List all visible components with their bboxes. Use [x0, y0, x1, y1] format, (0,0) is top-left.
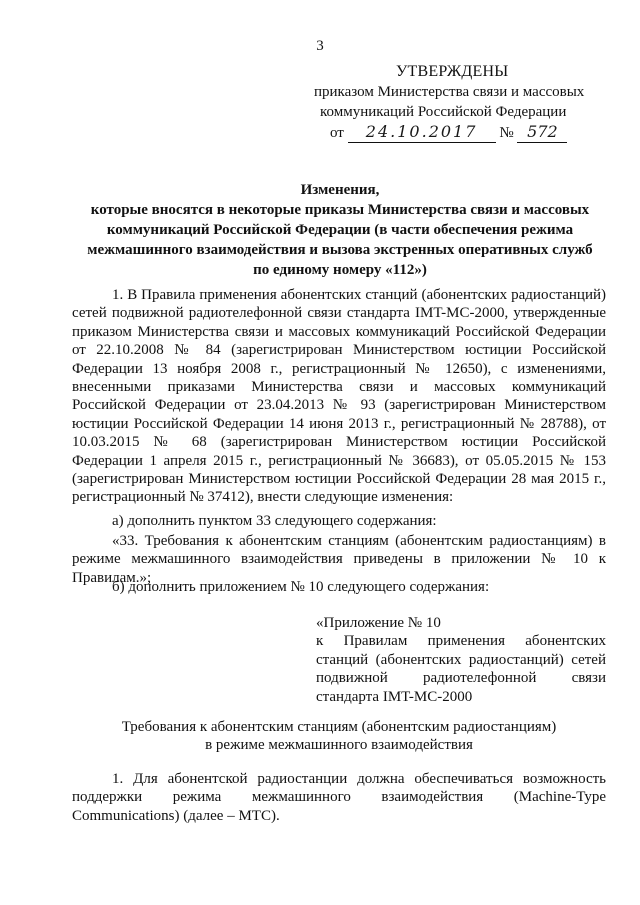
approval-block — [300, 62, 600, 143]
paragraph-1: 1. В Правила применения абонентских станций (абонентских радиостанций) сетей подвижной радиотелефонной связи стандарта IMT-MC-2000, утвержденные приказом Министерства связи и массовых коммуникаций Российской Федерации от 22.10.2008 № 84 (зарегистрирован Министерством юстиции Российской Федерации 13 ноября 2008 г., регистрационный № 12650), с изменениями, внесенными приказами Министерства связи и массовых коммуникаций Российской Федерации от 23.04.2013 № 93 (зарегистрирован Министерством юстиции Российской Федерации 14 июня 2013 г., регистрационный № 28788), от 10.03.2015 № 68 (зарегистрирован Министерством юстиции Российской Федерации 1 апреля 2015 г., регистрационный № 36683), от 05.05.2015 № 153 (зарегистрирован Министерством юстиции Российской Федерации 28 мая 2015 г., регистрационный № 37412), внести следующие изменения: — [72, 287, 606, 506]
appendix-header — [316, 614, 606, 706]
title-line-3: коммуникаций Российской Федерации (в части обеспечения режима — [106, 222, 574, 238]
title-line-4: межмашинного взаимодействия и вызова экстренных оперативных служб — [87, 242, 593, 258]
document-title — [60, 180, 620, 280]
requirements-title-line-2: в режиме межмашинного взаимодействия — [205, 737, 473, 754]
requirements-title — [72, 718, 606, 755]
appendix-line-1: «Приложение № 10 — [316, 615, 441, 631]
approval-line-1: приказом Министерства связи и массовых — [314, 84, 585, 100]
handwritten-date: 24.10.2017 — [348, 122, 496, 143]
title-line-1: Изменения, — [300, 182, 380, 198]
page-number: 3 — [316, 38, 324, 54]
paragraph-b: б) дополнить приложением № 10 следующего содержания: — [112, 579, 490, 595]
requirement-paragraph-1: 1. Для абонентской радиостанции должна обеспечиваться возможность поддержки режима межмашинного взаимодействия (Machine-Type Communications) (далее – MTC). — [72, 771, 606, 824]
approval-heading: УТВЕРЖДЕНЫ — [396, 63, 509, 80]
paragraph-quote-33: «33. Требования к абонентским станциям (абонентским радиостанциям) в режиме межмашинного взаимодействия приведены в приложении № 10 к Правилам.»; — [72, 533, 606, 586]
title-line-2: которые вносятся в некоторые приказы Министерства связи и массовых — [90, 202, 590, 218]
date-prefix: от — [330, 125, 344, 141]
approval-line-2: коммуникаций Российской Федерации — [320, 104, 567, 120]
requirements-title-line-1: Требования к абонентским станциям (абонентским радиостанциям) — [121, 719, 557, 735]
appendix-text: к Правилам применения абонентских станций (абонентских радиостанций) сетей подвижной радиотелефонной связи стандарта IMT-MC-2000 — [316, 633, 606, 705]
title-line-5: по единому номеру «112») — [253, 262, 427, 278]
handwritten-number: 572 — [517, 122, 567, 143]
paragraph-a: а) дополнить пунктом 33 следующего содержания: — [112, 513, 437, 529]
approval-date-line — [330, 122, 600, 143]
number-prefix: № — [499, 125, 514, 141]
